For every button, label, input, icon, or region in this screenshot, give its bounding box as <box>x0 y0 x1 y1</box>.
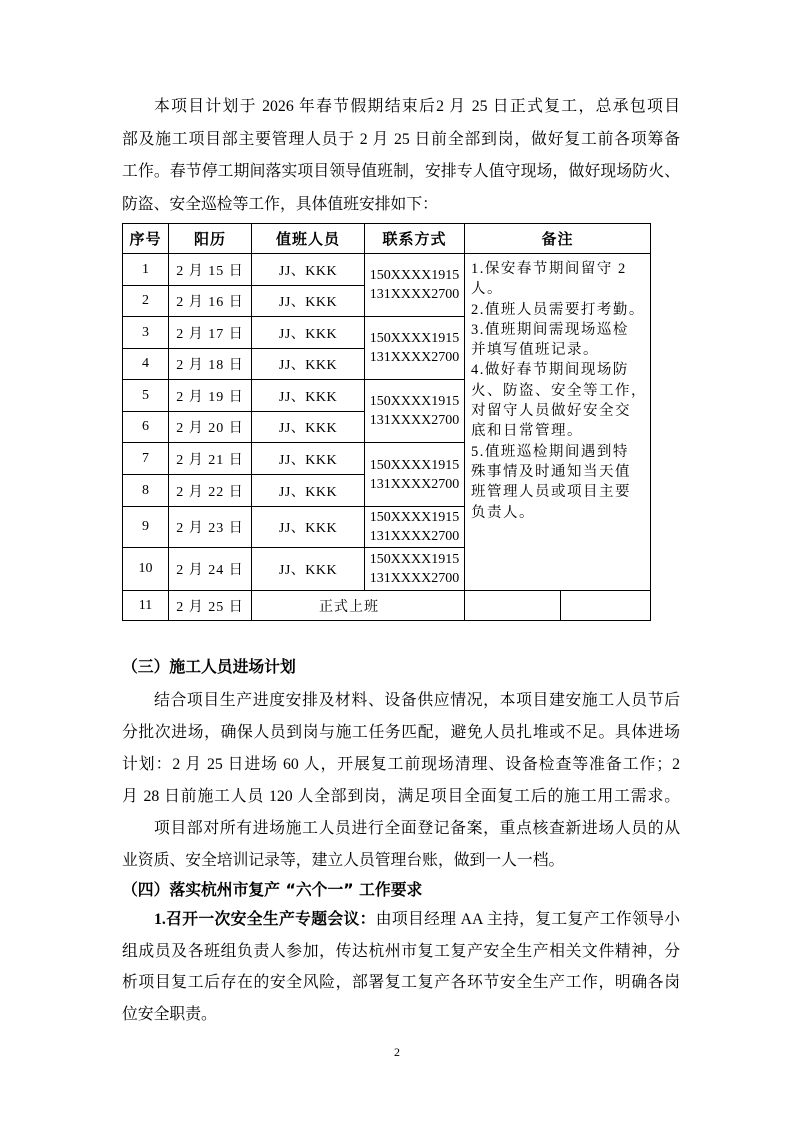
intro-line: 部及施工项目部主要管理人员于 2 月 25 日前全部到岗，做好复工前各项筹备 <box>122 130 680 148</box>
staff-cell: JJ、KKK <box>252 507 365 548</box>
duty-schedule-table <box>122 223 651 621</box>
intro-line: 工作。春节停工期间落实项目领导值班制，安排专人值守现场，做好现场防火、 <box>122 163 680 181</box>
phone-number: 150XXXX1915 <box>369 457 460 473</box>
seq-cell: 10 <box>123 548 169 591</box>
paragraph-line: 项目部对所有进场施工人员进行全面登记备案，重点核查新进场人员的从 <box>154 820 680 837</box>
seq-cell: 7 <box>123 443 169 475</box>
staff-cell: JJ、KKK <box>252 443 365 475</box>
seq-cell: 8 <box>123 475 169 507</box>
remarks-line: 5.值班巡检期间遇到特 <box>471 443 629 460</box>
intro-line: 本项目计划于 2026 年春节假期结束后2 月 25 日正式复工，总承包项目 <box>154 98 680 115</box>
date-cell: 2 月 16 日 <box>169 286 252 317</box>
seq-cell: 3 <box>123 317 169 349</box>
staff-cell: JJ、KKK <box>252 548 365 591</box>
item-text: 由项目经理 AA 主持，复工复产工作领导小 <box>375 911 681 928</box>
staff-cell: JJ、KKK <box>252 317 365 349</box>
seq-cell: 4 <box>123 349 169 380</box>
phone-number: 131XXXX2700 <box>369 529 460 544</box>
intro-line: 防盗、安全巡检等工作，具体值班安排如下： <box>122 196 438 214</box>
body-paragraph <box>122 685 680 813</box>
phone-number: 150XXXX1915 <box>369 552 460 567</box>
paragraph-line: 业资质、安全培训记录等，建立人员管理台账，做到一人一档。 <box>122 852 565 869</box>
remarks-line: 并填写值班记录。 <box>471 342 599 359</box>
intro-paragraph <box>122 91 680 222</box>
paragraph-line: 析项目复工后存在的安全风险，部署复工复产各环节安全生产工作，明确各岗 <box>122 974 680 992</box>
paragraph-line: 计划：2 月 25 日进场 60 人，开展复工前现场清理、设备检查等准备工作；2 <box>122 756 680 773</box>
staff-cell: JJ、KKK <box>252 412 365 443</box>
table-header-row <box>123 224 651 254</box>
seq-cell: 5 <box>123 380 169 412</box>
contact-cell <box>365 548 465 591</box>
staff-cell: JJ、KKK <box>252 475 365 507</box>
date-cell: 2 月 22 日 <box>169 475 252 507</box>
date-cell: 2 月 25 日 <box>169 591 252 621</box>
paragraph-line: 分批次进场，确保人员到岗与施工任务匹配，避免人员扎堆或不足。具体进场 <box>122 724 680 741</box>
remarks-line: 火、防盗、安全等工作， <box>471 382 647 399</box>
remarks-line: 班管理人员或项目主要 <box>471 484 631 501</box>
work-resume-cell: 正式上班 <box>252 591 465 621</box>
phone-number: 131XXXX2700 <box>369 287 460 302</box>
paragraph-line: 结合项目生产进度安排及材料、设备供应情况，本项目建安施工人员节后 <box>154 692 680 709</box>
date-cell: 2 月 18 日 <box>169 349 252 380</box>
body-paragraph <box>122 813 680 877</box>
seq-cell: 9 <box>123 507 169 548</box>
header-seq: 序号 <box>123 224 169 254</box>
phone-number: 131XXXX2700 <box>369 350 460 365</box>
remarks-line: 对留守人员做好安全交 <box>471 403 631 420</box>
staff-cell: JJ、KKK <box>252 254 365 286</box>
remarks-line: 底和日常管理。 <box>471 423 583 440</box>
item-lead: 1.召开一次安全生产专题会议： <box>154 911 376 928</box>
header-contact: 联系方式 <box>365 224 465 254</box>
date-cell: 2 月 23 日 <box>169 507 252 548</box>
header-date: 阳历 <box>169 224 252 254</box>
date-cell: 2 月 20 日 <box>169 412 252 443</box>
header-remarks: 备注 <box>465 224 651 254</box>
phone-number: 150XXXX1915 <box>369 510 460 525</box>
phone-number: 131XXXX2700 <box>369 413 460 428</box>
phone-number: 150XXXX1915 <box>369 268 460 283</box>
seq-cell: 6 <box>123 412 169 443</box>
remarks-line: 2.值班人员需要打考勤。 <box>471 301 645 318</box>
contact-cell <box>365 380 465 443</box>
seq-cell: 2 <box>123 286 169 317</box>
empty-cell <box>465 591 561 621</box>
page-number: 2 <box>394 1045 400 1059</box>
section-heading: （三）施工人员进场计划 <box>122 657 296 676</box>
date-cell: 2 月 17 日 <box>169 317 252 349</box>
seq-cell: 1 <box>123 254 169 286</box>
staff-cell: JJ、KKK <box>252 349 365 380</box>
header-staff: 值班人员 <box>252 224 365 254</box>
contact-cell <box>365 317 465 380</box>
paragraph-line: 位安全职责。 <box>122 1006 217 1024</box>
remarks-line: 4.做好春节期间现场防 <box>471 362 629 379</box>
contact-cell <box>365 254 465 317</box>
date-cell: 2 月 24 日 <box>169 548 252 591</box>
date-cell: 2 月 19 日 <box>169 380 252 412</box>
date-cell: 2 月 15 日 <box>169 254 252 286</box>
contact-cell <box>365 443 465 507</box>
table-row <box>123 591 651 621</box>
staff-cell: JJ、KKK <box>252 286 365 317</box>
remarks-line: 负责人。 <box>471 504 535 521</box>
paragraph-line: 月 28 日前施工人员 120 人全部到岗，满足项目全面复工后的施工用工需求。 <box>122 788 680 805</box>
body-paragraph <box>122 904 680 1031</box>
section-heading: （四）落实杭州市复产 “六个一” 工作要求 <box>122 880 423 899</box>
remarks-line: 殊事情及时通知当天值 <box>471 463 631 480</box>
paragraph-line <box>122 904 680 936</box>
empty-cell <box>561 591 651 621</box>
phone-number: 150XXXX1915 <box>369 394 460 409</box>
remarks-line: 人。 <box>471 281 503 298</box>
date-cell: 2 月 21 日 <box>169 443 252 475</box>
phone-number: 131XXXX2700 <box>369 571 460 586</box>
phone-number: 131XXXX2700 <box>369 476 460 492</box>
contact-cell <box>365 507 465 548</box>
paragraph-line: 组成员及各班组负责人参加，传达杭州市复工复产安全生产相关文件精神，分 <box>122 942 680 960</box>
remarks-line: 1.保安春节期间留守 2 <box>471 261 627 277</box>
remarks-cell <box>465 254 651 591</box>
seq-cell: 11 <box>123 591 169 621</box>
table-row <box>123 254 651 286</box>
phone-number: 150XXXX1915 <box>369 331 460 346</box>
staff-cell: JJ、KKK <box>252 380 365 412</box>
remarks-line: 3.值班期间需现场巡检 <box>471 321 629 338</box>
